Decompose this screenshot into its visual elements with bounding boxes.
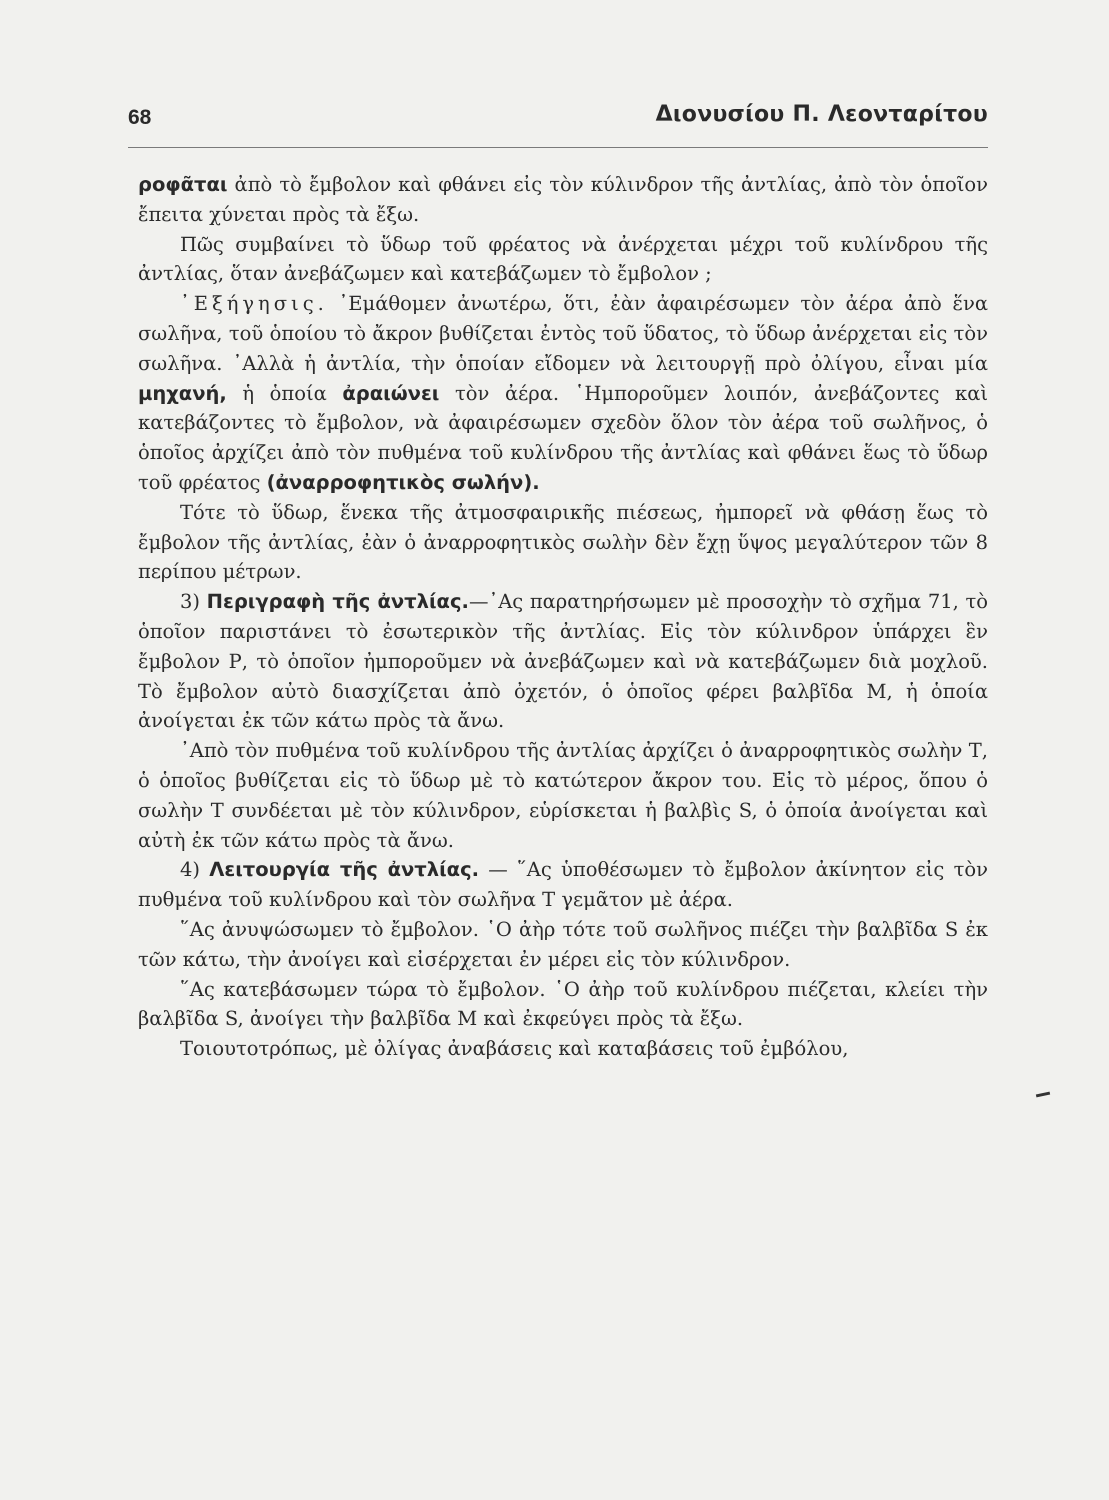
paragraph-8: ῞Ας ἀνυψώσωμεν τὸ ἔμβολον. ῾Ο ἀὴρ τότε τοῦ σωλῆνος πιέζει τὴν βαλβῖδα S ἐκ τῶν κάτω, τὴν ἀνοίγει καὶ εἰσέρχεται ἐν μέρει εἰς τὸν κύλινδρον. bbox=[138, 917, 988, 971]
paragraph-1 bbox=[138, 170, 988, 230]
paragraph-3-explanation bbox=[138, 289, 988, 498]
section-4-heading: Λειτουργία τῆς ἀντλίας. bbox=[209, 858, 480, 882]
lead-word: ροφᾶται bbox=[138, 173, 228, 196]
explanation-text-1: ᾿Εμάθομεν ἀνωτέρω, ὅτι, ἐὰν ἀφαιρέσωμεν τὸν ἀέρα ἀπὸ ἕνα σωλῆνα, τοῦ ὁποίου τὸ ἄκρον βυθίζεται ἐντὸς τοῦ ὕδατος, τὸ ὕδωρ ἀνέρχεται εἰς τὸν σωλῆνα. ᾿Αλλὰ ἡ ἀντλία, τὴν ὁποίαν εἴδομεν νὰ λειτουργῇ πρὸ ὀλίγου, εἶναι μία bbox=[138, 292, 988, 375]
paragraph-6: ᾿Απὸ τὸν πυθμένα τοῦ κυλίνδρου τῆς ἀντλίας ἀρχίζει ὁ ἀναρροφητικὸς σωλὴν Τ, ὁ ὁποῖος βυθίζεται εἰς τὸ ὕδωρ μὲ τὸ κατώτερον ἄκρον του. Εἰς τὸ μέρος, ὅπου ὁ σωλὴν Τ συνδέεται μὲ τὸν κύλινδρον, εὑρίσκεται ἡ βαλβὶς S, ὁ ὁποία ἀνοίγεται καὶ αὐτὴ ἐκ τῶν κάτω πρὸς τὰ ἄνω. bbox=[138, 739, 988, 852]
paragraph-10: Τοιουτοτρόπως, μὲ ὀλίγας ἀναβάσεις καὶ καταβάσεις τοῦ ἐμβόλου, bbox=[180, 1037, 849, 1061]
body-text bbox=[138, 170, 988, 1064]
section-3-number: 3) bbox=[180, 590, 201, 614]
paragraph-9: ῞Ας κατεβάσωμεν τώρα τὸ ἔμβολον. ῾Ο ἀὴρ τοῦ κυλίνδρου πιέζεται, κλείει τὴν βαλβῖδα S, ἀνοίγει τὴν βαλβῖδα Μ καὶ ἐκφεύγει πρὸς τὰ ἔξω. bbox=[138, 977, 988, 1031]
section-3-heading: Περιγραφὴ τῆς ἀντλίας. bbox=[206, 590, 469, 614]
explanation-text-2: ἡ ὁποία bbox=[226, 381, 343, 405]
term-rarefies: ἀραιώνει bbox=[342, 381, 440, 405]
running-head: Διονυσίου Π. Λεονταρίτου bbox=[655, 102, 988, 127]
header-rule bbox=[128, 147, 988, 148]
section-4-number: 4) bbox=[180, 858, 201, 882]
term-machine: μηχανή, bbox=[138, 381, 227, 405]
page-number: 68 bbox=[128, 106, 152, 129]
paragraph-4: Τότε τὸ ὕδωρ, ἕνεκα τῆς ἀτμοσφαιρικῆς πιέσεως, ἠμπορεῖ νὰ φθάσῃ ἕως τὸ ἔμβολον τῆς ἀντλίας, ἐὰν ὁ ἀναρροφητικὸς σωλὴν δὲν ἔχῃ ὕψος μεγαλύτερον τῶν 8 περίπου μέτρων. bbox=[138, 500, 988, 584]
term-suction-pipe: (ἀναρροφητικὸς σωλήν). bbox=[266, 470, 540, 494]
section-4-text: — ῞Ας ὑποθέσωμεν τὸ ἔμβολον ἀκίνητον εἰς τὸν πυθμένα τοῦ κυλίνδρου καὶ τὸν σωλῆνα Τ γεμᾶτον μὲ ἀέρα. bbox=[138, 858, 988, 912]
section-3-description bbox=[138, 587, 988, 736]
section-4-operation bbox=[138, 855, 988, 915]
page-header bbox=[128, 98, 988, 138]
paragraph-1-text: ἀπὸ τὸ ἔμβολον καὶ φθάνει εἰς τὸν κύλινδρον τῆς ἀντλίας, ἀπὸ τὸν ὁποῖον ἔπειτα χύνεται πρὸς τὰ ἔξω. bbox=[138, 173, 988, 226]
explanation-text-3: τὸν ἀέρα. ῾Ημποροῦμεν λοιπόν, ἀνεβάζοντες καὶ κατεβάζοντες τὸ ἔμβολον, νὰ ἀφαιρέσωμεν σχεδὸν ὅλον τὸν ἀέρα τοῦ σωλῆνος, ὁ ὁποῖος ἀρχίζει ἀπὸ τὸν πυθμένα τοῦ κυλίνδρου τῆς ἀντλίας καὶ φθάνει ἕως τὸ ὕδωρ τοῦ φρέατος bbox=[138, 381, 989, 494]
margin-mark bbox=[1036, 1092, 1050, 1098]
section-3-text: —᾿Ας παρατηρήσωμεν μὲ προσοχὴν τὸ σχῆμα 71, τὸ ὁποῖον παριστάνει τὸ ἐσωτερικὸν τῆς ἀντλίας. Εἰς τὸν κύλινδρον ὑπάρχει ἓν ἔμβολον Ρ, τὸ ὁποῖον ἠμποροῦμεν νὰ ἀνεβάζωμεν καὶ νὰ κατεβάζωμεν διὰ μοχλοῦ. Τὸ ἔμβολον αὐτὸ διασχίζεται ἀπὸ ὀχετόν, ὁ ὁποῖος φέρει βαλβῖδα Μ, ἡ ὁποία ἀνοίγεται ἐκ τῶν κάτω πρὸς τὰ ἄνω. bbox=[138, 590, 988, 733]
explanation-label: ᾿Εξήγησις. bbox=[180, 292, 328, 316]
paragraph-2-question: Πῶς συμβαίνει τὸ ὕδωρ τοῦ φρέατος νὰ ἀνέρχεται μέχρι τοῦ κυλίνδρου τῆς ἀντλίας, ὅταν ἀνεβάζωμεν καὶ κατεβάζωμεν τὸ ἔμβολον ; bbox=[138, 232, 988, 286]
